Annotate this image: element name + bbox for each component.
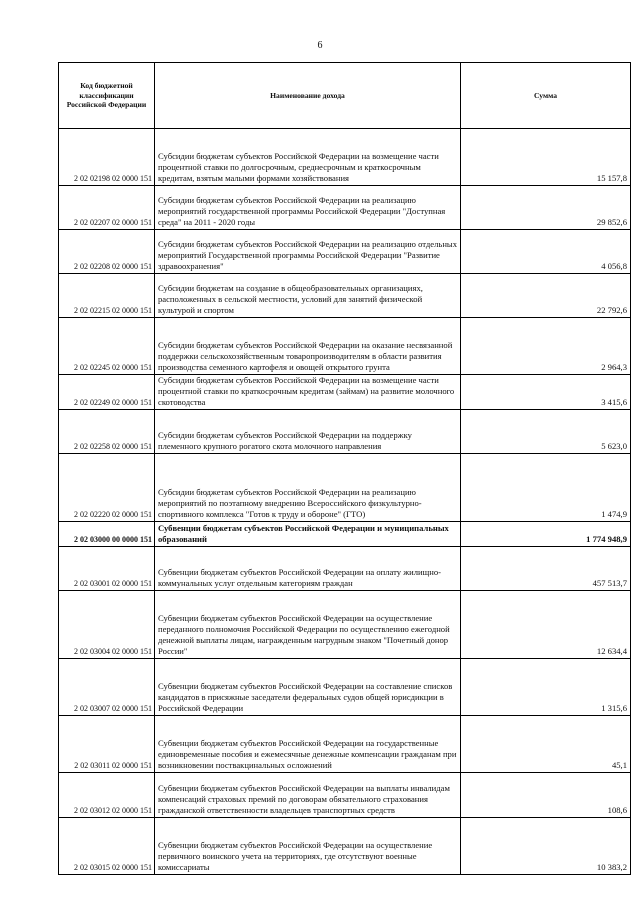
table-row — [59, 318, 631, 375]
row-name: Субвенции бюджетам субъектов Российской Федерации на осуществление переданного полномочия Российской Федерации по осуществлению ежегодной денежной выплаты лицам, награжденным нагрудным знаком "Почетный донор России" — [155, 591, 461, 659]
table-row — [59, 129, 631, 186]
row-name: Субвенции бюджетам субъектов Российской Федерации на государственные единовременные пособия и ежемесячные денежные компенсации гражданам при возникновении поствакцинальных осложнений — [155, 716, 461, 773]
row-sum: 108,6 — [461, 773, 631, 818]
row-code: 2 02 02220 02 0000 151 — [59, 454, 155, 522]
row-sum: 29 852,6 — [461, 186, 631, 230]
row-code: 2 02 03004 02 0000 151 — [59, 591, 155, 659]
row-sum: 3 415,6 — [461, 375, 631, 410]
row-name: Субвенции бюджетам субъектов Российской Федерации на осуществление первичного воинского учета на территориях, где отсутствуют военные комиссариаты — [155, 818, 461, 875]
table-row — [59, 818, 631, 875]
row-sum: 457 513,7 — [461, 547, 631, 591]
table-row — [59, 773, 631, 818]
row-code: 2 02 02208 02 0000 151 — [59, 230, 155, 274]
header-code: Код бюджетной классификации Российской Федерации — [59, 63, 155, 129]
row-code: 2 02 02207 02 0000 151 — [59, 186, 155, 230]
header-name: Наименование дохода — [155, 63, 461, 129]
row-code: 2 02 02245 02 0000 151 — [59, 318, 155, 375]
row-name: Субсидии бюджетам субъектов Российской Федерации на возмещение части процентной ставки по краткосрочным кредитам (займам) на развитие молочного скотоводства — [155, 375, 461, 410]
row-name: Субсидии бюджетам субъектов Российской Федерации на реализацию мероприятий по поэтапному внедрению Всероссийского физкультурно-спортивного комплекса "Готов к труду и обороне" (ГТО) — [155, 454, 461, 522]
table-row — [59, 186, 631, 230]
row-name: Субсидии бюджетам субъектов Российской Федерации на реализацию отдельных мероприятий Государственной программы Российской Федерации "Развитие здравоохранения" — [155, 230, 461, 274]
row-code: 2 02 03007 02 0000 151 — [59, 659, 155, 716]
row-code: 2 02 02198 02 0000 151 — [59, 129, 155, 186]
row-name: Субсидии бюджетам субъектов Российской Федерации на оказание несвязанной поддержки сельскохозяйственным товаропроизводителям в области развития производства семенного картофеля и овощей открытого грунта — [155, 318, 461, 375]
table-row — [59, 230, 631, 274]
table-row — [59, 591, 631, 659]
header-sum: Сумма — [461, 63, 631, 129]
row-sum: 15 157,8 — [461, 129, 631, 186]
table-row — [59, 522, 631, 547]
row-code: 2 02 02215 02 0000 151 — [59, 274, 155, 318]
row-sum: 4 056,8 — [461, 230, 631, 274]
row-sum: 12 634,4 — [461, 591, 631, 659]
table-header-row — [59, 63, 631, 129]
row-name: Субсидии бюджетам субъектов Российской Федерации на реализацию мероприятий государственной программы Российской Федерации "Доступная среда" на 2011 - 2020 годы — [155, 186, 461, 230]
row-sum: 1 474,9 — [461, 454, 631, 522]
table-row — [59, 547, 631, 591]
revenue-table — [58, 62, 631, 875]
table-row — [59, 274, 631, 318]
row-name: Субсидии бюджетам субъектов Российской Федерации на возмещение части процентной ставки по долгосрочным, среднесрочным и краткосрочным кредитам, взятым малыми формами хозяйствования — [155, 129, 461, 186]
row-name: Субвенции бюджетам субъектов Российской Федерации на составление списков кандидатов в присяжные заседатели федеральных судов общей юрисдикции в Российской Федерации — [155, 659, 461, 716]
table-row — [59, 410, 631, 454]
table-row — [59, 375, 631, 410]
row-code: 2 02 03000 00 0000 151 — [59, 522, 155, 547]
row-code: 2 02 03001 02 0000 151 — [59, 547, 155, 591]
row-sum: 1 315,6 — [461, 659, 631, 716]
row-sum: 10 383,2 — [461, 818, 631, 875]
row-sum: 22 792,6 — [461, 274, 631, 318]
page-number: 6 — [317, 40, 323, 51]
row-code: 2 02 03015 02 0000 151 — [59, 818, 155, 875]
row-sum: 5 623,0 — [461, 410, 631, 454]
row-name: Субвенции бюджетам субъектов Российской Федерации на выплаты инвалидам компенсаций страховых премий по договорам обязательного страхования гражданской ответственности владельцев транспортных средств — [155, 773, 461, 818]
row-name: Субсидии бюджетам субъектов Российской Федерации на поддержку племенного крупного рогатого скота молочного направления — [155, 410, 461, 454]
row-sum: 2 964,3 — [461, 318, 631, 375]
row-code: 2 02 03012 02 0000 151 — [59, 773, 155, 818]
row-sum: 45,1 — [461, 716, 631, 773]
row-sum: 1 774 948,9 — [461, 522, 631, 547]
row-code: 2 02 02249 02 0000 151 — [59, 375, 155, 410]
table-row — [59, 716, 631, 773]
table-row — [59, 454, 631, 522]
row-code: 2 02 03011 02 0000 151 — [59, 716, 155, 773]
row-name: Субсидии бюджетам на создание в общеобразовательных организациях, расположенных в сельской местности, условий для занятий физической культурой и спортом — [155, 274, 461, 318]
table-row — [59, 659, 631, 716]
row-code: 2 02 02258 02 0000 151 — [59, 410, 155, 454]
row-name: Субвенции бюджетам субъектов Российской Федерации на оплату жилищно-коммунальных услуг отдельным категориям граждан — [155, 547, 461, 591]
row-name: Субвенции бюджетам субъектов Российской Федерации и муниципальных образований — [155, 522, 461, 547]
